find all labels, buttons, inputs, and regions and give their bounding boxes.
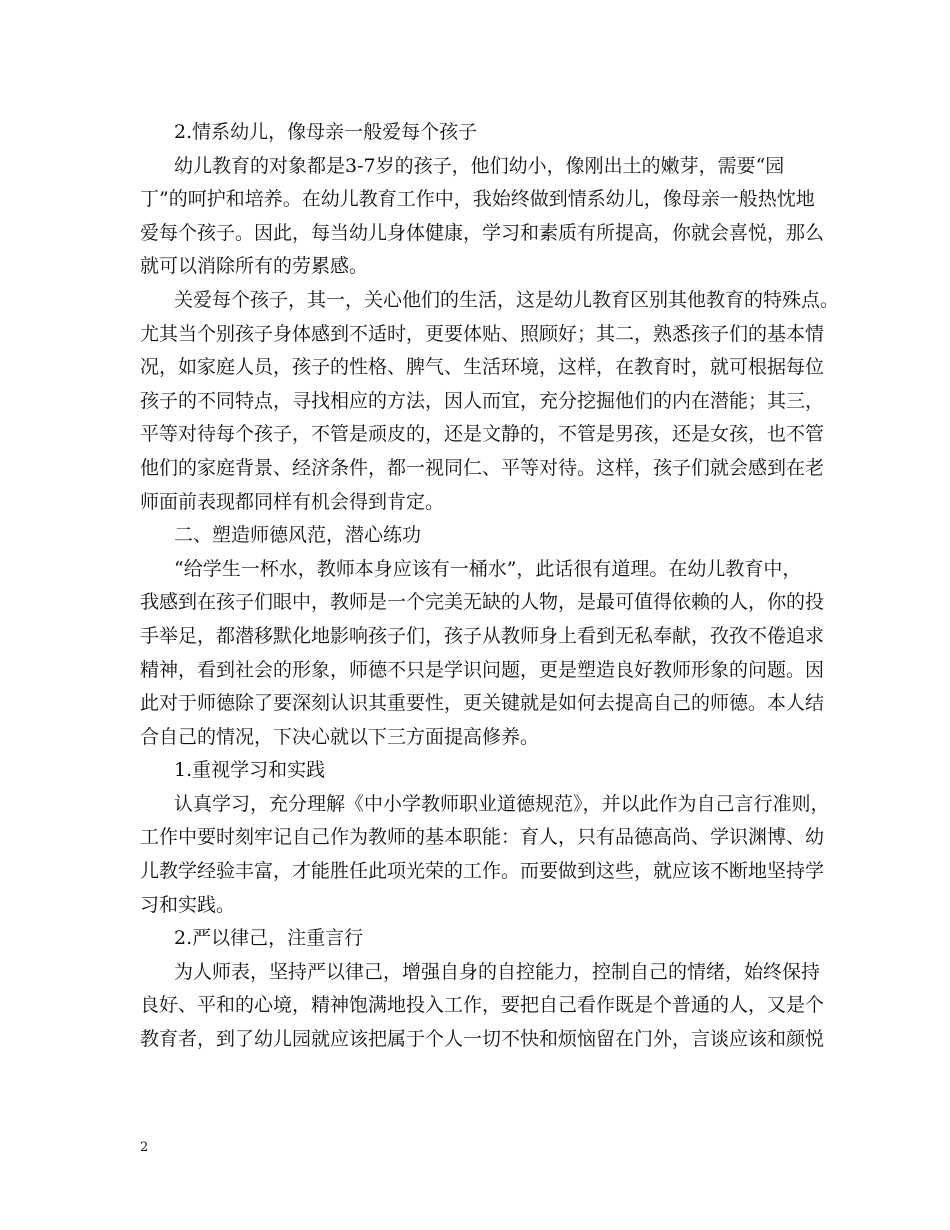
paragraph-line: 尤其当个别孩子身体感到不适时，更要体贴、照顾好；其二，熟悉孩子们的基本情 xyxy=(140,322,825,345)
document-body xyxy=(140,116,840,1057)
section-heading: 2.情系幼儿，像母亲一般爱每个孩子 xyxy=(174,121,478,143)
section-heading: 二、塑造师德风范，潜心练功 xyxy=(174,524,422,547)
paragraph-line: 良好、平和的心境，精神饱满地投入工作，要把自己看作既是个普通的人，又是个 xyxy=(140,994,825,1017)
paragraph-line: 认真学习，充分理解《中小学教师职业道德规范》，并以此作为自己言行准则， xyxy=(174,792,830,815)
paragraph-line: 他们的家庭背景、经济条件，都一视同仁、平等对待。这样，孩子们就会感到在老 xyxy=(140,456,825,479)
section-heading: 2.严以律己，注重言行 xyxy=(174,927,364,950)
paragraph-line: 工作中要时刻牢记自己作为教师的基本职能：育人，只有品德高尚、学识渊博、幼 xyxy=(140,826,825,849)
paragraph-line: 平等对待每个孩子，不管是顽皮的，还是文静的，不管是男孩，还是女孩，也不管 xyxy=(140,423,825,446)
paragraph-line: 就可以消除所有的劳累感。 xyxy=(140,255,369,278)
paragraph-line: 儿教学经验丰富，才能胜任此项光荣的工作。而要做到这些，就应该不断地坚持学 xyxy=(140,860,825,883)
paragraph-line: 关爱每个孩子，其一，关心他们的生活，这是幼儿教育区别其他教育的特殊点。 xyxy=(174,288,840,311)
paragraph-line: 幼儿教育的对象都是3-7岁的孩子，他们幼小，像刚出土的嫩芽，需要“园 xyxy=(174,154,785,177)
paragraph-line: 精神，看到社会的形象，师德不只是学识问题，更是塑造良好教师形象的问题。因 xyxy=(140,658,825,681)
section-heading: 1.重视学习和实践 xyxy=(174,759,326,782)
paragraph-line: 爱每个孩子。因此，每当幼儿身体健康，学习和素质有所提高，你就会喜悦，那么 xyxy=(140,221,825,244)
paragraph-line: 手举足，都潜移默化地影响孩子们，孩子从教师身上看到无私奉献，孜孜不倦追求 xyxy=(140,624,825,647)
paragraph-line: 习和实践。 xyxy=(140,893,236,916)
paragraph-line: 我感到在孩子们眼中，教师是一个完美无缺的人物，是最可值得依赖的人，你的投 xyxy=(140,591,825,614)
paragraph-line: 合自己的情况，下决心就以下三方面提高修养。 xyxy=(140,725,540,748)
paragraph-line: 况，如家庭人员，孩子的性格、脾气、生活环境，这样，在教育时，就可根据每位 xyxy=(140,356,825,379)
paragraph-line: “给学生一杯水，教师本身应该有一桶水”，此话很有道理。在幼儿教育中， xyxy=(174,557,802,580)
page-number: 2 xyxy=(140,1140,149,1155)
paragraph-line: 教育者，到了幼儿园就应该把属于个人一切不快和烦恼留在门外，言谈应该和颜悦 xyxy=(140,1028,825,1051)
paragraph-line: 丁”的呵护和培养。在幼儿教育工作中，我始终做到情系幼儿，像母亲一般热忱地 xyxy=(140,188,815,211)
paragraph-line: 孩子的不同特点，寻找相应的方法，因人而宜，充分挖掘他们的内在潜能；其三， xyxy=(140,389,825,412)
paragraph-line: 为人师表，坚持严以律己，增强自身的自控能力，控制自己的情绪，始终保持 xyxy=(174,960,821,983)
paragraph-line: 此对于师德除了要深刻认识其重要性，更关键就是如何去提高自己的师德。本人结 xyxy=(140,692,825,715)
paragraph-line: 师面前表现都同样有机会得到肯定。 xyxy=(140,490,445,513)
